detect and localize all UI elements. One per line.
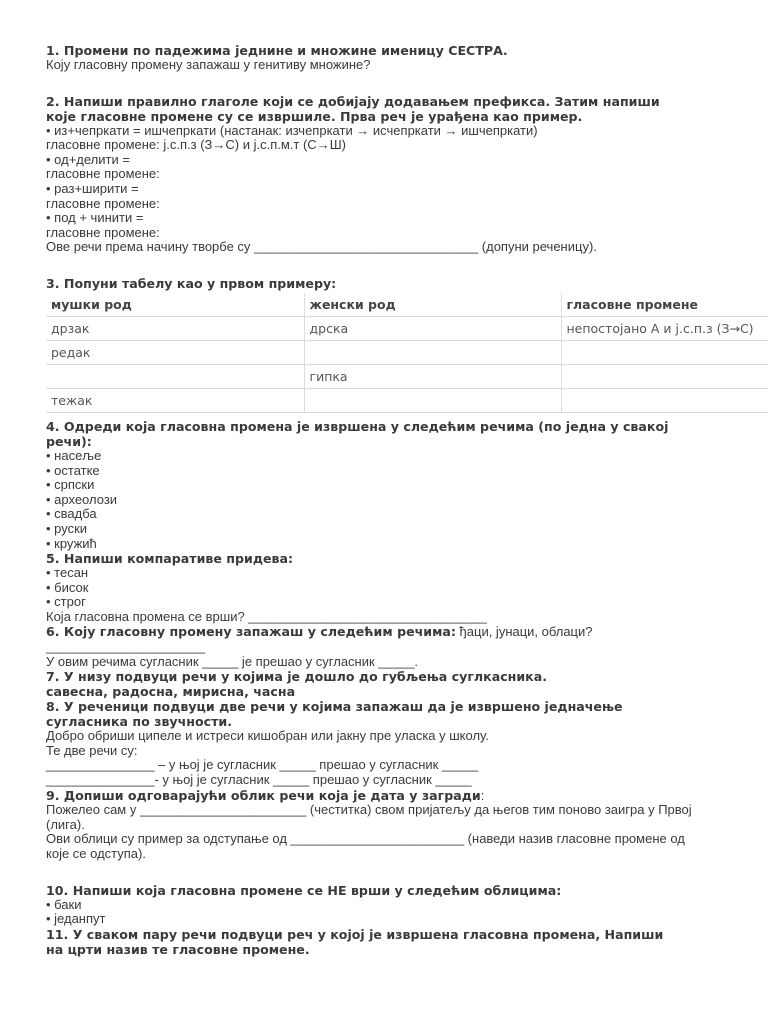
question-8-line: _______________- у њој је сугласник _____ прешао у сугласник _____ [46, 772, 472, 788]
table-cell: дрзак [46, 316, 304, 340]
gender-table [46, 293, 768, 413]
question-10-item: • једанпут [46, 911, 106, 927]
question-2-line: гласовне промене: ј.с.п.з (З→С) и ј.с.п.м.т (С→Ш) [46, 137, 346, 153]
question-8-line: Те две речи су: [46, 742, 138, 758]
question-1-text: Коју гласовну промену запажаш у генитиву множине? [46, 57, 371, 72]
question-2-line: • од+делити = [46, 151, 130, 167]
table-cell: непостојано А и ј.с.п.з (З→С) [561, 316, 768, 340]
question-6-line: У овим речима сугласник _____ је прешао у сугласник _____. [46, 653, 419, 669]
question-4-item: • остатке [46, 462, 100, 478]
table-cell [304, 388, 561, 412]
question-4-item: • насеље [46, 447, 102, 463]
question-9-colon: : [480, 787, 485, 803]
question-6-line: ______________________ [46, 639, 206, 655]
question-9-line: које се одступа). [46, 846, 146, 861]
table-cell [304, 340, 561, 364]
question-8-title-cont: сугласника по звучности. [46, 714, 233, 730]
table-cell: тежак [46, 388, 304, 412]
table-row [46, 364, 768, 388]
question-6-words: ђаци, јунаци, облаци? [455, 624, 593, 640]
question-4-item: • руски [46, 520, 88, 536]
table-row [46, 388, 768, 412]
question-2-line: гласовне промене: [46, 166, 160, 182]
question-5-title: 5. Напиши компаративе придева: [46, 551, 294, 567]
question-11-title-cont: на црти назив те гласовне промене. [46, 941, 310, 957]
table-cell [561, 364, 768, 388]
table-cell [561, 340, 768, 364]
question-2-line: • из+чепркати = ишчепркати (настанак: изчепркати → исчепркати → ишчепркати) [46, 122, 538, 138]
question-9-line: (лига). [46, 816, 85, 832]
table-header-cell: женски род [304, 293, 561, 317]
table-row [46, 340, 768, 364]
question-2-title-cont: које гласовне промене су се извршиле. Прва реч је урађена као пример. [46, 108, 583, 124]
question-2-line: • раз+ширити = [46, 180, 139, 196]
question-4-title-cont: речи): [46, 433, 92, 449]
question-6-title: 6. Коју гласовну промену запажаш у следећим речима: [46, 624, 456, 640]
table-cell: гипка [304, 364, 561, 388]
question-8-title: 8. У реченици подвуци две речи у којима запажаш да је извршено једначење [46, 699, 623, 715]
question-9-title: 9. Допиши одговарајући облик речи која је дата у загради [46, 787, 481, 803]
question-4-item: • кружић [46, 535, 97, 551]
question-5-line: Која гласовна промена се врши? _________________________________ [46, 608, 487, 624]
table-header-row [46, 293, 768, 317]
question-7-words: савесна, радосна, мирисна, часна [46, 684, 296, 700]
table-header-cell: мушки род [46, 293, 304, 317]
question-11-title: 11. У сваком пару речи подвуци реч у којој је извршена гласовна промена, Напиши [46, 926, 664, 942]
question-2-title: 2. Напиши правилно глаголе који се добијају додавањем префикса. Затим напиши [46, 93, 660, 109]
question-4-item: • свадба [46, 506, 97, 522]
table-row [46, 316, 768, 340]
question-4-item: • српски [46, 477, 95, 493]
question-6-title-row [46, 624, 758, 640]
question-10-title: 10. Напиши која гласовна промене се НЕ врши у следећим облицима: [46, 882, 562, 898]
table-cell: дрска [304, 316, 561, 340]
question-5-item: • тесан [46, 565, 89, 581]
worksheet [46, 43, 758, 957]
question-3-title: 3. Попуни табелу као у првом примеру: [46, 275, 337, 291]
question-4-item: • археолози [46, 491, 118, 507]
question-10-item: • баки [46, 896, 82, 912]
question-5-item: • строг [46, 594, 86, 610]
question-7-title: 7. У низу подвуци речи у којима је дошло до губљења суглкасника. [46, 669, 548, 685]
question-9-title-row [46, 788, 758, 804]
question-8-line: Добро обриши ципеле и истреси кишобран или јакну пре уласка у школу. [46, 728, 489, 744]
question-1-title: 1. Промени по падежима једнине и множине именицу СЕСТРА. [46, 43, 508, 58]
question-4-title: 4. Одреди која гласовна промена је извршена у следећим речима (по једна у свакој [46, 418, 669, 434]
question-2-line: • под + чинити = [46, 210, 144, 226]
table-cell: редак [46, 340, 304, 364]
question-2-line: гласовне промене: [46, 195, 160, 211]
question-9-line: Пожелео сам у _______________________ (честитка) свом пријатељу да његов тим поново заигра у Првој [46, 802, 692, 818]
table-cell [46, 364, 304, 388]
table-cell [561, 388, 768, 412]
question-5-item: • бисок [46, 579, 89, 595]
table-header-cell: гласовне промене [561, 293, 768, 317]
question-9-line: Ови облици су пример за одступање од ________________________ (наведи назив гласовне промене од [46, 831, 685, 847]
question-8-line: _______________ – у њој је сугласник _____ прешао у сугласник _____ [46, 757, 479, 773]
question-2-line: Ове речи према начину творбе су _______________________________ (допуни реченицу). [46, 239, 597, 255]
question-2-line: гласовне промене: [46, 224, 160, 240]
